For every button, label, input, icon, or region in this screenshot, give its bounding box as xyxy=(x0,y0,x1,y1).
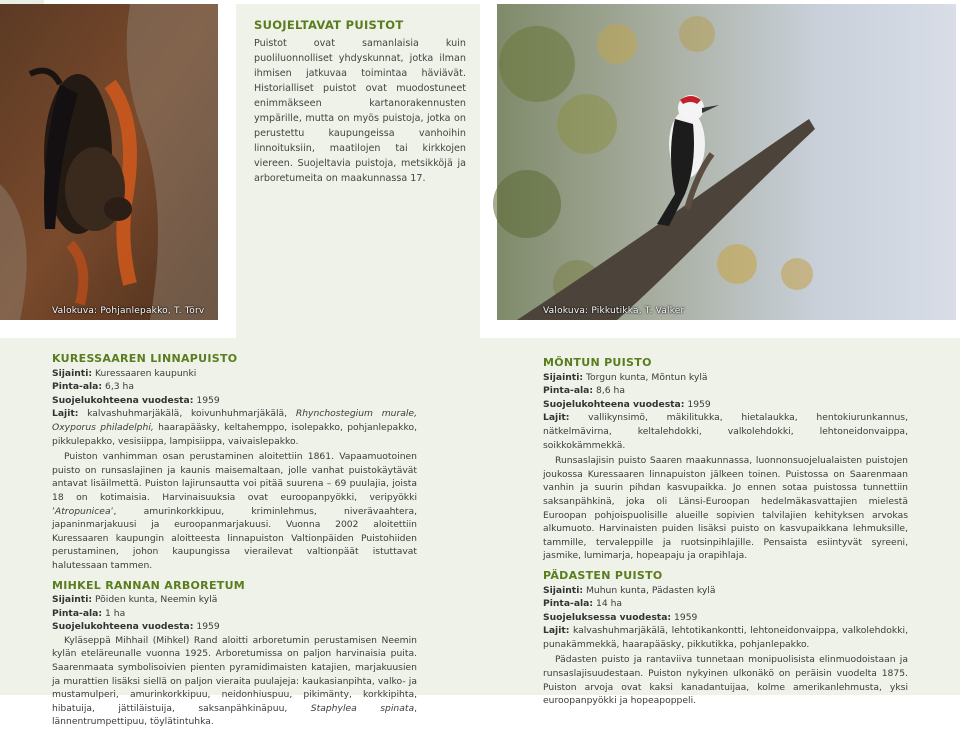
montu-description: Runsaslajisin puisto Saaren maakunnassa, luonnonsuojelualaisten puistojen joukossa Kuressaaren linnapuiston jälkeen toinen. Puistossa on Saarenmaan vanhin ja suurin pihdan kasvupaikka. Jo ennen sotaa puistossa tunnettiin saksanpähkinä, joka oli Länsi-Euroopan hedelmäkasvattajien mielestä Euroopan pohjoispuolisille alueille sopivien talvilajien kehityksen arvokas alkumuoto. Harvinaisten puiden lisäksi puisto on kasvupaikkana lehmuksille, tammille, tervaleppille ja ruotsinpihlajille. Pensaista esiintyvät syreeni, jasmike, lumimarja, hopeapaju ja orapihlaja. xyxy=(543,455,908,562)
mihkel-title: MIHKEL RANNAN ARBORETUM xyxy=(52,578,246,592)
kuressaare-species: Lajit: kalvashuhmarjäkälä, koivunhuhmarjäkälä, Rhynchostegium murale, Oxyporus philadelphi, haarapääsky, keltahemppo, isolepakko, pohjanlepakko, pikkulepakko, vesisiippa, lampisiippa, vaivaislepakko. xyxy=(52,408,418,447)
left-column xyxy=(52,350,417,729)
padaste-title: PÄDASTEN PUISTO xyxy=(543,568,663,582)
woodpecker-photo xyxy=(497,4,956,320)
montu-species: Lajit: vallikynsimö, mäkilitukka, hietalaukka, hentokiurunkannus, nätkelmävirna, keltalehdokki, valkolehdokki, lehtoneidonvaippa, soikkokämmekkä. xyxy=(543,412,909,451)
kuressaare-description: Puiston vanhimman osan perustaminen aloitettiin 1861. Vapaamuotoinen puisto on runsaslajinen ja kaunis maisemaltaan, jolle vanhat puistokäytävät antavat lisäilmettä. Puiston lajirunsautta voi pitää suurena – 69 puulajia, joista 18 on kotimaisia. Harvinaisuuksia ovat euroopanpyökki, veripyökki ’Atropunicea’, amurinkorkkipuu, kriminlehmus, niverävaahtera, japaninmarjakuusi ja euroopanmarjakuusi. Vuonna 2002 aloitettiin Kuressaaren kaupungin aloitteesta linnapuiston Valtionpäiden Puistohiiden perustaminen, johon kaupungissa vierailevat valtionpäät istuttavat halutessaan tammen. xyxy=(52,451,417,571)
padaste-area: Pinta-ala: 14 ha xyxy=(543,598,623,610)
mihkel-description: Kyläseppä Mihhail (Mihkel) Rand aloitti arboretumin perustamisen Neemin kylän eteläreunalle vuonna 1925. Arboretumissa on paljon harvinaisia puita. Saarenmaata symbolisoivien pienten pyramidimaisten katajien, marjakuusien ja murattien lisäksi siellä on paljon vieraita puulajeja: kaukasianpihta, valko- ja mustamulperi, amurinkorkkipuu, neidonhiuspuu, pikimänty, korkkipihta, hibatuija, jättiläistuija, saksanpähkinäpuu, Staphylea spinata, lännentrumpettipuu, töylätintuhka. xyxy=(52,634,417,728)
montu-area: Pinta-ala: 8,6 ha xyxy=(543,385,625,397)
kuressaare-area: Pinta-ala: 6,3 ha xyxy=(52,381,134,393)
mihkel-location: Sijainti: Põiden kunta, Neemin kylä xyxy=(52,594,218,606)
padaste-species: Lajit: kalvashuhmarjäkälä, lehtotikankontti, lehtoneidonvaippa, valkolehdokki, punakämmekkä, haarapääsky, pikkutikka, pohjanlepakko. xyxy=(543,625,908,650)
kuressaare-title: KURESSAAREN LINNAPUISTO xyxy=(52,352,238,365)
woodpecker-photo-caption: Valokuva: Pikkutikka, T. Valker xyxy=(543,306,685,316)
bat-photo xyxy=(0,4,218,320)
montu-title: MÕNTUN PUISTO xyxy=(543,356,652,369)
kuressaare-location: Sijainti: Kuressaaren kaupunki xyxy=(52,367,197,379)
montu-location: Sijainti: Torgun kunta, Mõntun kylä xyxy=(543,371,708,383)
padaste-description: Pädasten puisto ja rantaviiva tunnetaan monipuolisista elinmuodoistaan ja runsaslajisuudestaan. Puiston nykyinen ulkonäkö on peräisin vuodelta 1875. Puiston arvoja ovat kaksi kanadantuijaa, kolme amerikanlehmusta, yksi euroopanpyökki ja hopeapoppeli. xyxy=(543,654,908,707)
mihkel-area: Pinta-ala: 1 ha xyxy=(52,607,126,619)
bat-photo-caption: Valokuva: Pohjanlepakko, T. Törv xyxy=(52,306,205,316)
bottom-text-area xyxy=(0,338,960,728)
montu-protected: Suojelukohteena vuodesta: 1959 xyxy=(543,398,711,410)
padaste-protected: Suojeluksessa vuodesta: 1959 xyxy=(543,611,698,623)
intro-title: SUOJELTAVAT PUISTOT xyxy=(254,18,404,32)
mihkel-protected: Suojelukohteena vuodesta: 1959 xyxy=(52,621,220,633)
right-column xyxy=(543,354,908,708)
kuressaare-protected: Suojelukohteena vuodesta: 1959 xyxy=(52,394,220,406)
intro-paragraph: Puistot ovat samanlaisia kuin puoliluonnolliset yhdyskunnat, jotka ilman ihmisen jatkuvaa toimintaa häviävät. Historialliset puistot ovat muodostuneet enimmäkseen kartanorakennusten ympärille, mutta on myös puistoja, jotka on perustettu kaupungeissa vanhoihin linnoituksiin, maatilojen tai kirkkojen viereen. Suojeltavia puistoja, metsikköjä ja arboretumeita on maakunnassa 17. xyxy=(254,38,466,184)
padaste-location: Sijainti: Muhun kunta, Pädasten kylä xyxy=(543,584,716,596)
intro-box xyxy=(236,4,480,338)
